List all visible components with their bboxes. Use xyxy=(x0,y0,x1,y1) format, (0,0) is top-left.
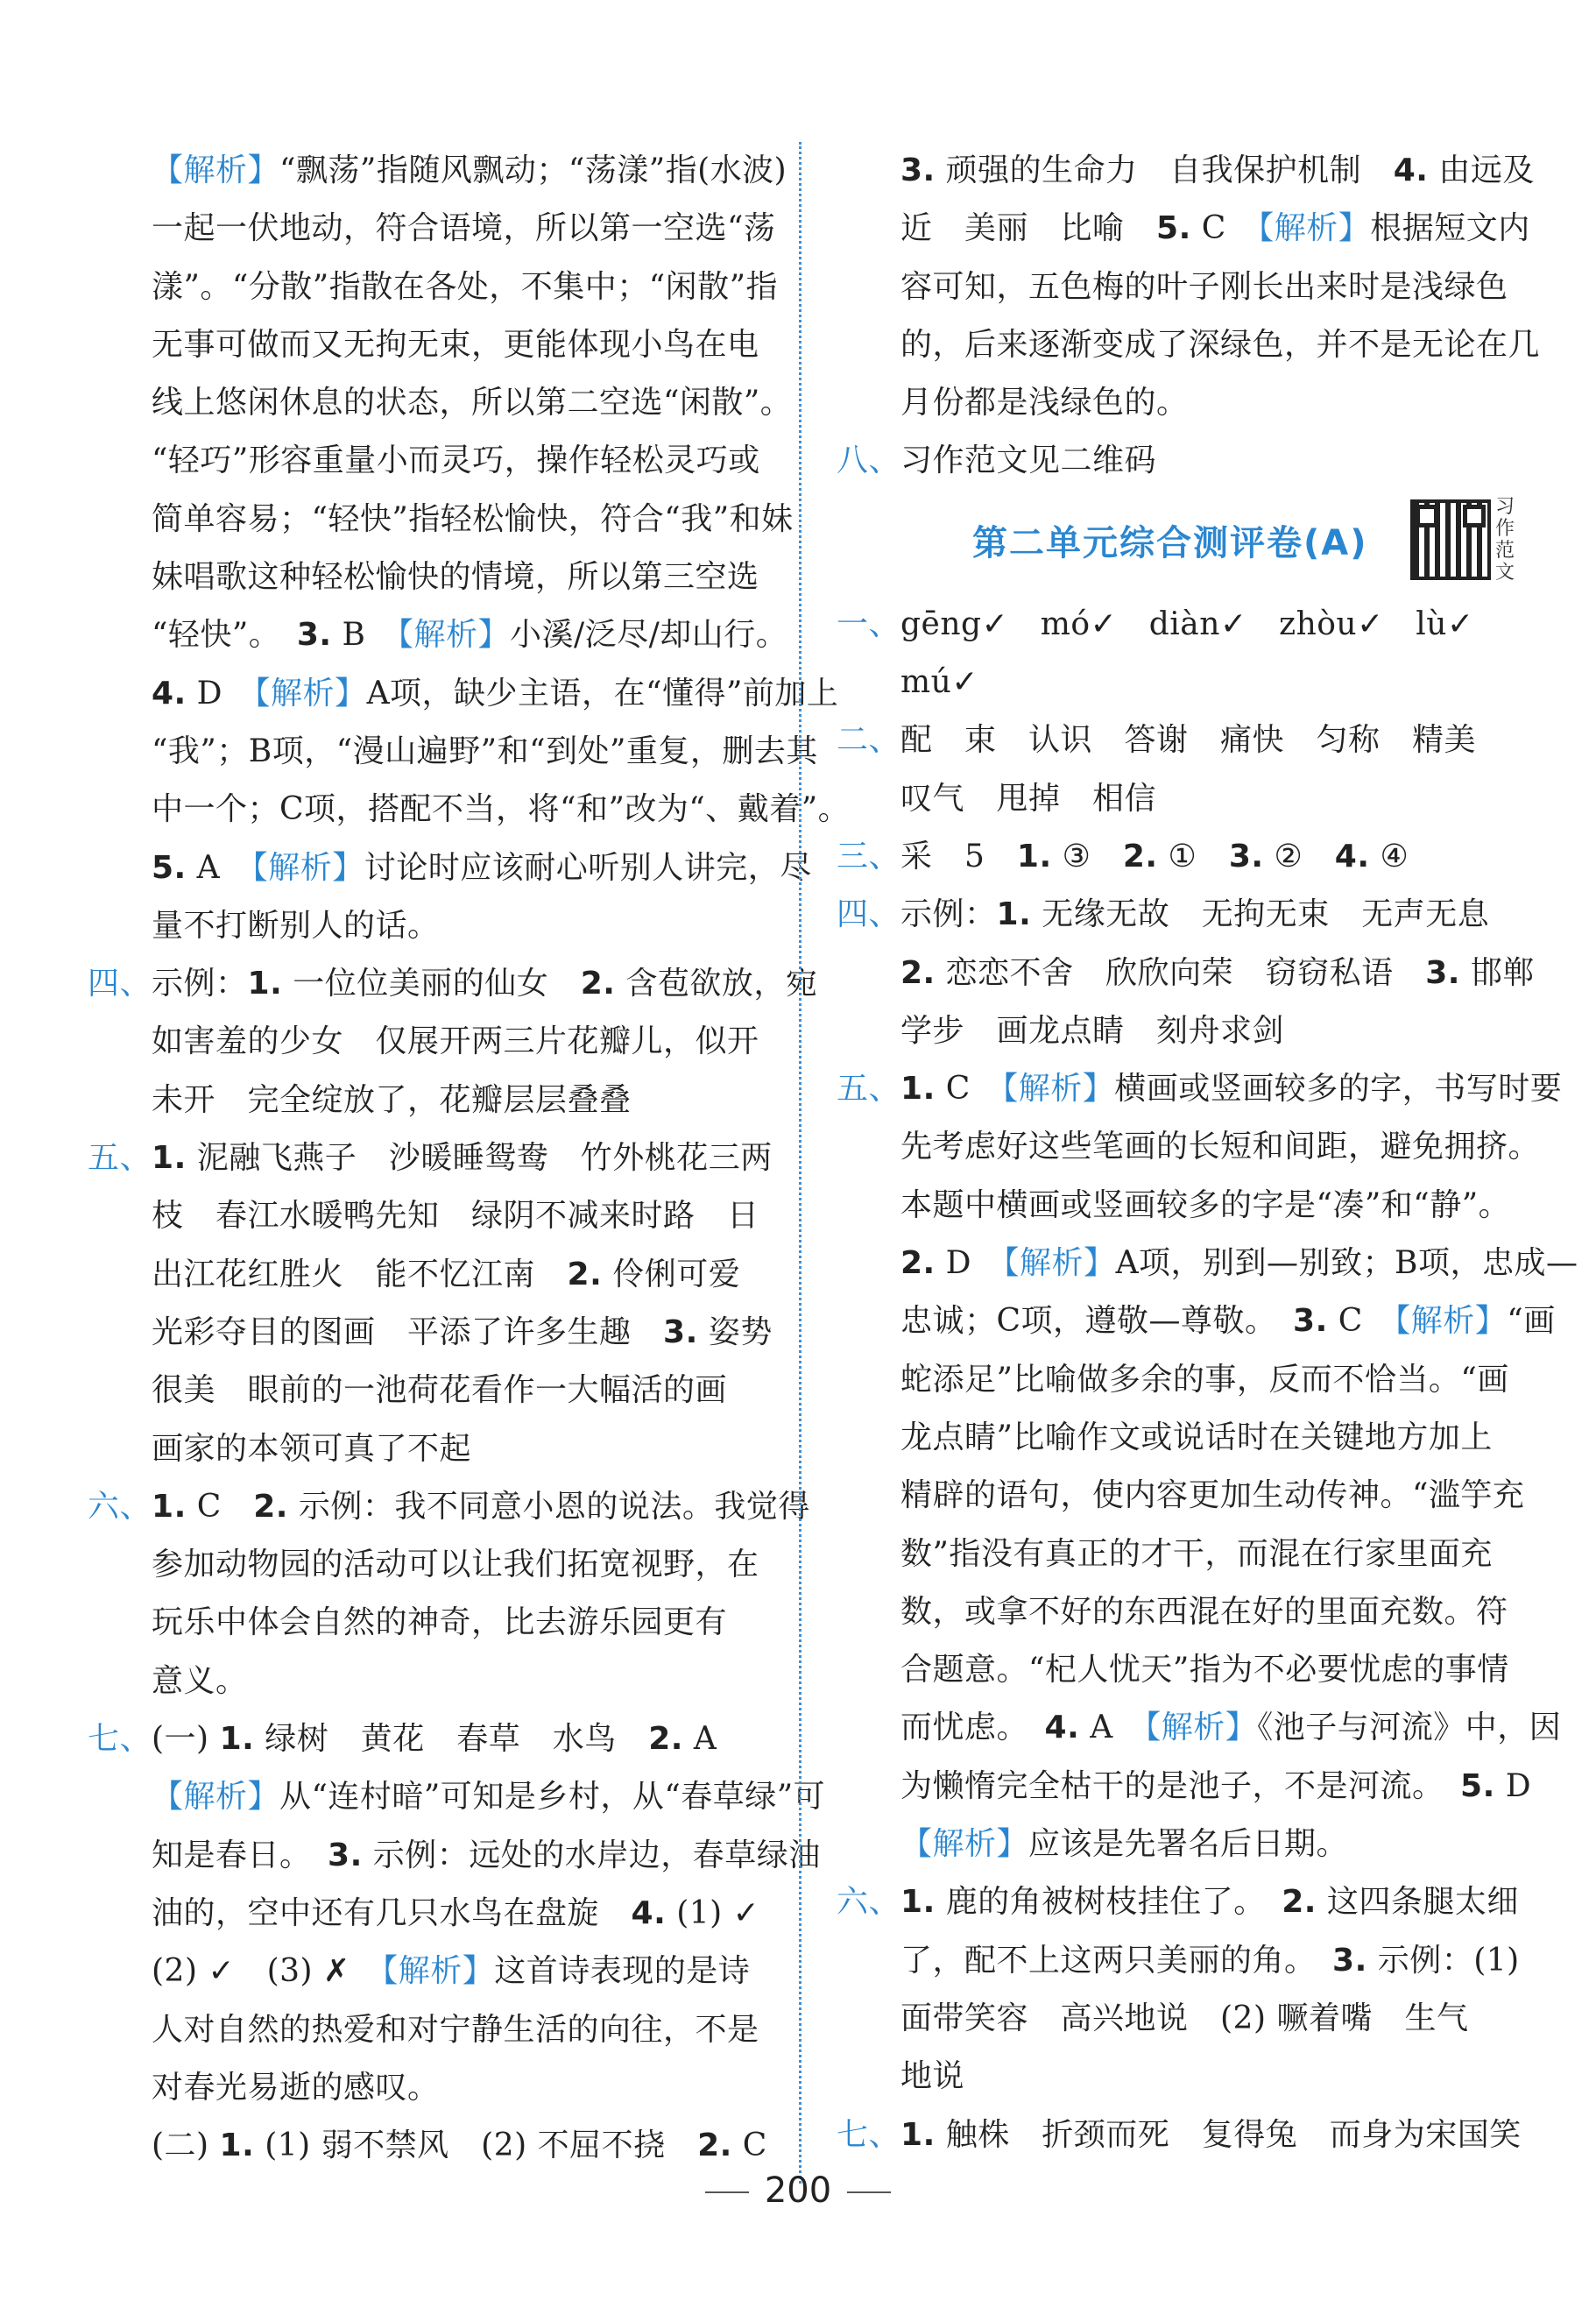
item-number: 4. xyxy=(1044,1710,1080,1746)
left-line: 漾”。“分散”指散在各处，不集中；“闲散”指 xyxy=(152,268,779,305)
right-bottom-line: 六、1. 鹿的角被树枝挂住了。 2. 这四条腿太细 xyxy=(837,1884,1519,1921)
left-line: 中一个；C项，搭配不当，将“和”改为“、戴着”。 xyxy=(152,791,851,828)
right-bottom-line: 面带笑容 高兴地说 (2) 噘着嘴 生气 xyxy=(900,2000,1469,2036)
section-number: 七、 xyxy=(88,1721,152,1758)
item-number: 3. xyxy=(1228,838,1264,874)
analysis-tag: 【解析】 xyxy=(152,1779,280,1816)
item-number: 3. xyxy=(296,617,332,654)
right-top-line: 容可知，五色梅的叶子刚长出来时是浅绿色 xyxy=(900,268,1508,305)
item-number: 3. xyxy=(1425,954,1460,991)
analysis-tag: 【解析】 xyxy=(152,152,280,188)
page-footer xyxy=(0,2164,1596,2217)
item-number: 2. xyxy=(900,954,936,991)
right-bottom-line: 【解析】应该是先署名后日期。 xyxy=(900,1826,1349,1863)
footer-dash-left xyxy=(705,2191,749,2193)
left-line: 5. A 【解析】讨论时应该耐心听别人讲完，尽 xyxy=(152,849,812,886)
right-bottom-block xyxy=(837,596,1578,2164)
item-number: 2. xyxy=(900,1245,936,1282)
section-number: 五、 xyxy=(88,1140,152,1177)
left-line: 人对自然的热爱和对宁静生活的向往，不是 xyxy=(152,2011,759,2048)
item-number: 5. xyxy=(1156,210,1191,247)
right-top-line: 月份都是浅绿色的。 xyxy=(900,385,1189,421)
qr-label: 习作范文 xyxy=(1495,495,1515,584)
left-line: (二) 1. (1) 弱不禁风 (2) 不屈不挠 2. C xyxy=(152,2127,767,2164)
left-line: 很美 眼前的一池荷花看作一大幅活的画 xyxy=(152,1372,728,1409)
analysis-tag: 【解析】 xyxy=(251,849,364,886)
item-number: 1. xyxy=(900,1884,936,1921)
right-bottom-line: 叹气 甩掉 相信 xyxy=(900,780,1157,817)
left-line: “我”；B项，“漫山遍野”和“到处”重复，删去其 xyxy=(152,733,818,769)
left-line: 无事可做而又无拘无束，更能体现小鸟在电 xyxy=(152,326,759,363)
item-number: 4. xyxy=(1393,152,1429,188)
right-top-block xyxy=(837,142,1541,491)
item-number: 1. xyxy=(219,2127,255,2164)
left-line: 未开 完全绽放了，花瓣层层叠叠 xyxy=(152,1081,632,1118)
item-number: 2. xyxy=(567,1256,603,1292)
left-line: 意义。 xyxy=(152,1662,248,1699)
section-heading xyxy=(837,491,1529,596)
left-line: 玩乐中体会自然的神奇，比去游乐园更有 xyxy=(152,1604,728,1641)
left-line: 【解析】“飘荡”指随风飘动；“荡漾”指(水波) xyxy=(152,152,787,188)
analysis-tag: 【解析】 xyxy=(1145,1710,1258,1746)
right-bottom-line: 地说 xyxy=(900,2058,965,2095)
analysis-tag: 【解析】 xyxy=(254,675,367,712)
right-bottom-line: 忠诚；C项，遵敬—尊敬。 3. C 【解析】“画 xyxy=(900,1303,1556,1340)
left-line: 妹唱歌这种轻松愉快的情境，所以第三空选 xyxy=(152,559,759,596)
left-line: 油的，空中还有几只水鸟在盘旋 4. (1) ✓ xyxy=(152,1894,760,1931)
left-line: 4. D 【解析】A项，缺少主语，在“懂得”前加上 xyxy=(152,675,839,712)
right-top-line: 八、习作范文见二维码 xyxy=(837,442,1157,479)
section-number: 四、 xyxy=(88,966,152,1002)
analysis-tag: 【解析】 xyxy=(1258,210,1371,247)
left-line: 简单容易；“轻快”指轻松愉快，符合“我”和妹 xyxy=(152,500,794,537)
right-bottom-line: 二、配 束 认识 答谢 痛快 匀称 精美 xyxy=(837,722,1477,759)
section-number: 三、 xyxy=(837,838,901,874)
page-number: 200 xyxy=(764,2170,832,2211)
right-bottom-line: 五、1. C 【解析】横画或竖画较多的字，书写时要 xyxy=(837,1071,1563,1108)
section-number: 七、 xyxy=(837,2116,901,2153)
analysis-tag: 【解析】 xyxy=(1003,1245,1116,1282)
right-bottom-line: 三、采 5 1. ③ 2. ① 3. ② 4. ④ xyxy=(837,838,1409,874)
item-number: 1. xyxy=(900,1071,936,1108)
item-number: 5. xyxy=(152,849,187,886)
left-line: 六、1. C 2. 示例：我不同意小恩的说法。我觉得 xyxy=(88,1488,810,1525)
left-line: 线上悠闲休息的状态，所以第二空选“闲散”。 xyxy=(152,385,793,421)
item-number: 3. xyxy=(328,1837,363,1873)
right-bottom-line: 学步 画龙点睛 刻舟求剑 xyxy=(900,1012,1285,1049)
section-number: 八、 xyxy=(837,442,901,479)
right-column xyxy=(837,142,1578,2164)
right-bottom-line: 2. D 【解析】A项，别到—别致；B项，忠成— xyxy=(900,1245,1578,1282)
item-number: 3. xyxy=(1332,1942,1367,1979)
item-number: 3. xyxy=(1293,1303,1328,1340)
item-number: 1. xyxy=(996,896,1032,933)
left-line: 知是春日。 3. 示例：远处的水岸边，春草绿油 xyxy=(152,1837,821,1873)
analysis-tag: 【解析】 xyxy=(900,1826,1029,1863)
left-line: 四、示例：1. 一位位美丽的仙女 2. 含苞欲放，宛 xyxy=(88,966,818,1002)
item-number: 2. xyxy=(697,2127,732,2164)
item-number: 1. xyxy=(1016,838,1052,874)
left-line: (2) ✓ (3) ✗ 【解析】这首诗表现的是诗 xyxy=(152,1953,751,1990)
analysis-tag: 【解析】 xyxy=(397,617,510,654)
left-column xyxy=(88,142,851,2175)
item-number: 3. xyxy=(663,1313,698,1350)
left-line: 量不打断别人的话。 xyxy=(152,907,440,944)
left-line: 光彩夺目的图画 平添了许多生趣 3. 姿势 xyxy=(152,1313,773,1350)
section-number: 六、 xyxy=(88,1488,152,1525)
left-line: “轻快”。 3. B 【解析】小溪/泛尽/却山行。 xyxy=(152,617,788,654)
left-line: 画家的本领可真了不起 xyxy=(152,1430,472,1467)
left-line: 一起一伏地动，符合语境，所以第一空选“荡 xyxy=(152,210,776,247)
item-number: 4. xyxy=(631,1894,667,1931)
item-number: 3. xyxy=(900,152,936,188)
right-bottom-line: 了，配不上这两只美丽的角。 3. 示例：(1) xyxy=(900,1942,1520,1979)
item-number: 1. xyxy=(219,1721,255,1758)
left-line: 枝 春江水暖鸭先知 绿阴不减来时路 日 xyxy=(152,1198,759,1235)
column-divider xyxy=(799,142,802,2184)
left-line: “轻巧”形容重量小而灵巧，操作轻松灵巧或 xyxy=(152,442,760,479)
right-bottom-line: 数，或拿不好的东西混在好的里面充数。符 xyxy=(900,1593,1508,1630)
right-bottom-line: 合题意。“杞人忧天”指为不必要忧虑的事情 xyxy=(900,1652,1509,1689)
item-number: 2. xyxy=(253,1488,288,1525)
item-number: 1. xyxy=(900,2116,936,2153)
analysis-tag: 【解析】 xyxy=(1395,1303,1508,1340)
section-number: 二、 xyxy=(837,722,901,759)
right-bottom-line: 一、gēng✓ mó✓ diàn✓ zhòu✓ lù✓ xyxy=(837,605,1474,642)
left-line: 七、(一) 1. 绿树 黄花 春草 水鸟 2. A xyxy=(88,1721,717,1758)
right-bottom-line: 而忧虑。 4. A 【解析】《池子与河流》中，因 xyxy=(900,1710,1562,1746)
qr-code-icon xyxy=(1410,499,1491,580)
item-number: 5. xyxy=(1460,1767,1495,1804)
footer-dash-right xyxy=(847,2191,891,2193)
right-bottom-line: 本题中横画或竖画较多的字是“凑”和“静”。 xyxy=(900,1186,1511,1223)
item-number: 2. xyxy=(580,966,616,1002)
heading-title: 第二单元综合测评卷(A) xyxy=(972,522,1368,563)
analysis-tag: 【解析】 xyxy=(1002,1071,1115,1108)
right-bottom-line: 数”指没有真正的才干，而混在行家里面充 xyxy=(900,1535,1493,1572)
right-bottom-line: mú✓ xyxy=(900,664,978,701)
right-top-line: 近 美丽 比喻 5. C 【解析】根据短文内 xyxy=(900,210,1530,247)
item-number: 4. xyxy=(152,675,187,712)
right-bottom-line: 先考虑好这些笔画的长短和间距，避免拥挤。 xyxy=(900,1129,1541,1165)
right-bottom-line: 蛇添足”比喻做多余的事，反而不恰当。“画 xyxy=(900,1361,1509,1398)
item-number: 2. xyxy=(1122,838,1158,874)
item-number: 1. xyxy=(152,1488,187,1525)
section-number: 六、 xyxy=(837,1884,901,1921)
right-bottom-line: 为懒惰完全枯干的是池子，不是河流。 5. D xyxy=(900,1767,1532,1804)
analysis-tag: 【解析】 xyxy=(382,1953,495,1990)
left-line: 五、1. 泥融飞燕子 沙暖睡鸳鸯 竹外桃花三两 xyxy=(88,1140,773,1177)
left-line: 【解析】从“连村暗”可知是乡村，从“春草绿”可 xyxy=(152,1779,826,1816)
item-number: 1. xyxy=(152,1140,187,1177)
left-line: 参加动物园的活动可以让我们拓宽视野，在 xyxy=(152,1547,759,1583)
right-bottom-line: 七、1. 触株 折颈而死 复得兔 而身为宋国笑 xyxy=(837,2116,1522,2153)
left-line: 对春光易逝的感叹。 xyxy=(152,2069,440,2106)
item-number: 1. xyxy=(247,966,283,1002)
right-top-line: 3. 顽强的生命力 自我保护机制 4. 由远及 xyxy=(900,152,1535,188)
right-bottom-line: 精辟的语句，使内容更加生动传神。“滥竽充 xyxy=(900,1477,1525,1514)
right-top-line: 的，后来逐渐变成了深绿色，并不是无论在几 xyxy=(900,326,1541,363)
left-line: 如害羞的少女 仅展开两三片花瓣儿，似开 xyxy=(152,1023,759,1060)
right-bottom-line: 2. 恋恋不舍 欣欣向荣 窃窃私语 3. 邯郸 xyxy=(900,954,1535,991)
item-number: 2. xyxy=(648,1721,683,1758)
section-number: 五、 xyxy=(837,1071,901,1108)
section-number: 一、 xyxy=(837,605,901,642)
section-number: 四、 xyxy=(837,896,901,933)
item-number: 4. xyxy=(1334,838,1370,874)
right-bottom-line: 四、示例：1. 无缘无故 无拘无束 无声无息 xyxy=(837,896,1490,933)
right-bottom-line: 龙点睛”比喻作文或说话时在关键地方加上 xyxy=(900,1419,1493,1455)
item-number: 2. xyxy=(1282,1884,1317,1921)
left-line: 出江花红胜火 能不忆江南 2. 伶俐可爱 xyxy=(152,1256,741,1292)
